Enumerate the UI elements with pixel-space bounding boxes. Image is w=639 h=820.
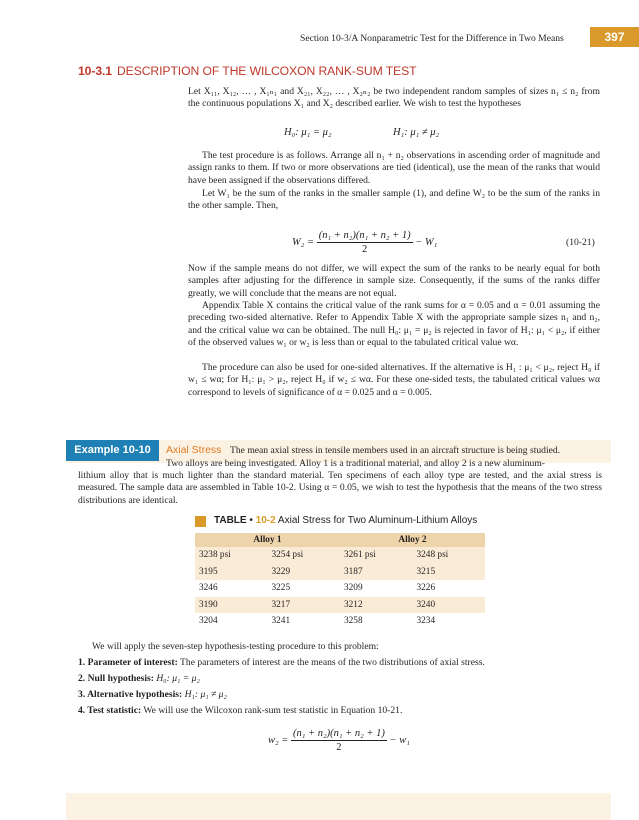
paragraph-appendix: [188, 300, 600, 349]
step-text: The parameters of interest are the means of the two distributions of axial stress.: [180, 657, 485, 668]
equation-lhs: W₂ =: [292, 236, 315, 248]
procedure-equation-denominator: 2: [336, 742, 342, 753]
table-cell: 3226: [413, 580, 486, 597]
table-row: [195, 613, 485, 630]
section-number: 10-3.1: [78, 64, 112, 78]
example-title: Axial Stress: [166, 444, 222, 456]
page-number: 397: [590, 27, 639, 47]
table-cell: 3234: [413, 613, 486, 630]
paragraph-ranks: [188, 188, 600, 213]
table-cell: 3238 psi: [195, 547, 268, 564]
step-label: 1. Parameter of interest:: [78, 657, 178, 668]
table-cell: 3241: [268, 613, 341, 630]
table-cell: 3225: [268, 580, 341, 597]
table-header-alloy1: Alloy 1: [195, 533, 340, 547]
example-text-line1: The mean axial stress in tensile members used in an aircraft structure is being studied.: [230, 445, 561, 456]
procedure-equation-numerator: (n₁ + n₂)(n₁ + n₂ + 1): [293, 728, 385, 739]
paragraph-one-sided: [188, 362, 600, 399]
data-table: [195, 533, 485, 630]
table-cell: 3261 psi: [340, 547, 413, 564]
running-head: Section 10-3/A Nonparametric Test for the Difference in Two Means: [300, 33, 564, 44]
table-caption-label: TABLE: [214, 515, 247, 526]
table-caption: [214, 515, 477, 526]
paragraph-means: Now if the sample means do not differ, we will expect the sum of the ranks to be nearly equal for both samples after adjusting for the difference in sample size. Consequently, if the sums of the ranks differ greatly, we will conclude that the means are not equal.: [188, 263, 600, 299]
hypothesis-null: H₀: μ₁ = μ₂: [284, 127, 332, 138]
table-cell: 3215: [413, 564, 486, 581]
example-text-line2: Two alloys are being investigated. Alloy 1 is a traditional material, and alloy 2 is a new aluminum-: [166, 458, 545, 469]
equation-rhs: − W₁: [415, 236, 438, 248]
table-caption-bullet: •: [249, 515, 253, 526]
section-title: DESCRIPTION OF THE WILCOXON RANK-SUM TEST: [116, 64, 417, 78]
procedure-step-4: [78, 705, 402, 717]
paragraph-appendix-text: Appendix Table X contains the critical value of the rank sums for α = 0.05 and α = 0.01 assuming the preceding two-sided alternative. Refer to Appendix Table X with the appropriate sample sizes n₁ and n₂, and the critical value wα can be obtained. The null H₀: μ₁ = μ₂ is rejected in favor of H₁: μ₁ < μ₂, if either of the observed values w₁ or w₂ is less than or equal to the tabulated critical value wα.: [188, 300, 600, 348]
table-row: [195, 564, 485, 581]
table-header-alloy2: Alloy 2: [340, 533, 485, 547]
table-cell: 3240: [413, 597, 486, 614]
procedure-equation-rhs: − w₁: [389, 734, 410, 746]
table-caption-number: 10-2: [255, 515, 276, 526]
equation-fraction: [317, 230, 413, 255]
procedure-step-2: [78, 673, 200, 685]
equation-numerator: (n₁ + n₂)(n₁ + n₂ + 1): [318, 230, 411, 241]
procedure-step-3: [78, 689, 227, 701]
paragraph-one-sided-text: The procedure can also be used for one-sided alternatives. If the alternative is H₁ : μ₁ < μ₂, reject H₀ if w₁ ≤ wα; for H₁: μ₁ > μ₂, reject H₀ if w₂ ≤ wα. For these one-sided tests, the tabulated critical values wα correspond to levels of significance of α = 0.025 and α = 0.005.: [188, 362, 600, 398]
table-cell: 3212: [340, 597, 413, 614]
table-cell: 3209: [340, 580, 413, 597]
step-label: 2. Null hypothesis:: [78, 673, 154, 684]
hypothesis-alternative: H₁: μ₁ ≠ μ₂: [393, 127, 440, 138]
paragraph-procedure-text: The test procedure is as follows. Arrange all n₁ + n₂ observations in ascending order of magnitude and assign ranks to them. If two or more observations are tied (identical), use the mean of the ranks that would have been assigned if the observations differed.: [188, 150, 600, 186]
step-text: We will use the Wilcoxon rank-sum test statistic in Equation 10-21.: [143, 705, 403, 716]
procedure-step-1: [78, 657, 485, 669]
table-cell: 3258: [340, 613, 413, 630]
step-text: H₀: μ₁ = μ₂: [156, 673, 200, 684]
paragraph-intro: Let X₁₁, X₁₂, … , X₁ₙ₁ and X₂₁, X₂₂, … , X₂ₙ₂ be two independent random samples of sizes n₁ ≤ n₂ from the continuous populations X₁ and X₂ described earlier. We wish to test the hypotheses: [188, 86, 600, 110]
step-text: H₁: μ₁ ≠ μ₂: [184, 689, 227, 700]
procedure-equation-fraction: [291, 728, 387, 753]
table-cell: 3254 psi: [268, 547, 341, 564]
table-row: [195, 547, 485, 564]
equation-denominator: 2: [362, 244, 368, 255]
table-cell: 3190: [195, 597, 268, 614]
section-heading: [78, 64, 416, 78]
table-cell: 3195: [195, 564, 268, 581]
step-label: 4. Test statistic:: [78, 705, 142, 716]
table-cell: 3217: [268, 597, 341, 614]
example-text-body: lithium alloy that is much lighter than the standard material. Ten specimens of each alloy type are tested, and the axial stress is measured. The sample data are assembled in Table 10-2. Using α = 0.05, we wish to test the hypothesis that the means of the two stress distributions are identical.: [78, 470, 602, 506]
table-cell: 3229: [268, 564, 341, 581]
table-marker-icon: [195, 516, 206, 527]
table-cell: 3187: [340, 564, 413, 581]
procedure-equation: [268, 728, 410, 753]
equation-10-21: [292, 230, 437, 255]
table-row: [195, 580, 485, 597]
step-label: 3. Alternative hypothesis:: [78, 689, 183, 700]
procedure-intro: We will apply the seven-step hypothesis-testing procedure to this problem:: [92, 641, 379, 652]
paragraph-procedure: [188, 150, 600, 187]
table-caption-title: Axial Stress for Two Aluminum-Lithium Alloys: [277, 515, 478, 526]
table-header-row: [195, 533, 485, 547]
paragraph-ranks-text: Let W₁ be the sum of the ranks in the smaller sample (1), and define W₂ to be the sum of the ranks in the other sample. Then,: [188, 188, 600, 212]
table-cell: 3204: [195, 613, 268, 630]
table-cell: 3248 psi: [413, 547, 486, 564]
procedure-equation-lhs: w₂ =: [268, 734, 289, 746]
example-label: Example 10-10: [66, 440, 159, 461]
table-row: [195, 597, 485, 614]
equation-number: (10-21): [566, 237, 595, 248]
table-cell: 3246: [195, 580, 268, 597]
